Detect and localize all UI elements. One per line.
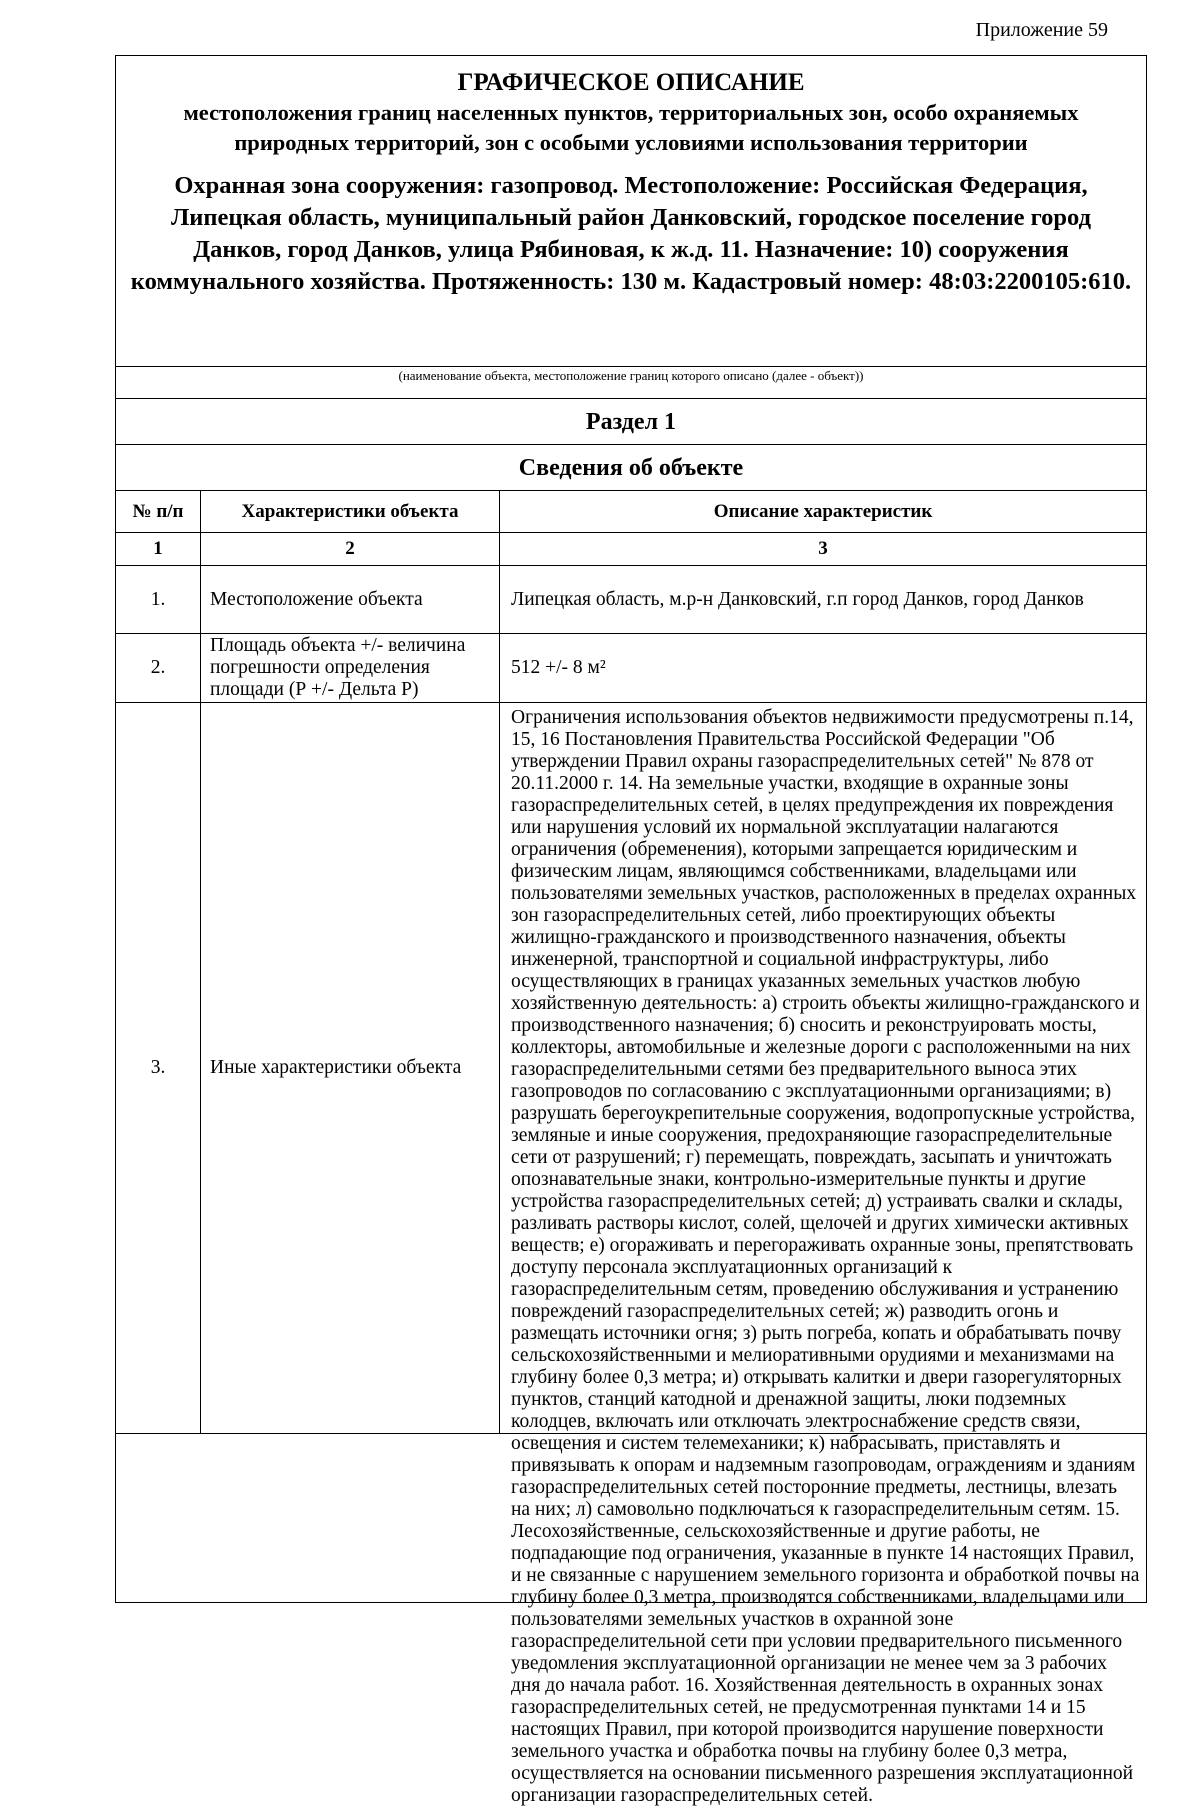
row-characteristic: Площадь объекта +/- величина погрешности определения площади (Р +/- Дельта Р) <box>201 634 500 702</box>
appendix-label: Приложение 59 <box>975 19 1108 41</box>
header-num: № п/п <box>116 491 201 532</box>
document-subtitle: местоположения границ населенных пунктов, территориальных зон, особо охраняемых природных территорий, зон с особыми условиями использования территории <box>183 100 1079 155</box>
document-title: ГРАФИЧЕСКОЕ ОПИСАНИЕ <box>457 69 805 96</box>
row-number: 1. <box>116 566 201 633</box>
table-column-numbers-row <box>116 533 1146 566</box>
row-number: 2. <box>116 634 201 702</box>
document-frame <box>115 55 1147 1806</box>
header-characteristic: Характеристики объекта <box>201 491 500 532</box>
table-row <box>116 703 1146 1806</box>
header-description: Описание характеристик <box>713 500 933 522</box>
object-description: Охранная зона сооружения: газопровод. Местоположение: Российская Федерация, Липецкая область, муниципальный район Данковский, городское поселение город Данков, город Данков, улица Рябиновая, к ж.д. 11. Назначение: 10) сооружения коммунального хозяйства. Протяженность: 130 м. Кадастровый номер: 48:03:2200105:610. <box>130 172 1132 295</box>
section-title: Раздел 1 <box>116 399 1146 445</box>
table-row <box>116 566 1146 634</box>
document-header <box>116 56 1146 367</box>
row-description-restrictions: Ограничения использования объектов недвижимости предусмотрены п.14, 15, 16 Постановления Правительства Российской Федерации "Об утверждении Правил охраны газораспределительных сетей" № 878 от 20.11.2000 г. 14. На земельные участки, входящие в охранные зоны газораспределительных сетей, в целях предупреждения их повреждения или нарушения условий их нормальной эксплуатации налагаются ограничения (обременения), которыми запрещается юридическим и физическим лицам, являющимся собственниками, владельцами или пользователями земельных участков, расположенных в пределах охранных зон газораспределительных сетей, либо проектирующих объекты жилищно-гражданского и производственного назначения, объекты инженерной, транспортной и социальной инфраструктуры, либо осуществляющих в границах указанных земельных участков любую хозяйственную деятельность: а) строить объекты жилищно-гражданского и производственного назначения; б) сносить и реконструировать мосты, коллекторы, автомобильные и железные дороги с расположенными на них газораспределительными сетями без предварительного выноса этих газопроводов по согласованию с эксплуатационными организациями; в) разрушать берегоукрепительные сооружения, водопропускные устройства, земляные и иные сооружения, предохраняющие газораспределительные сети от разрушений; г) перемещать, повреждать, засыпать и уничтожать опознавательные знаки, контрольно-измерительные пункты и другие устройства газораспределительных сетей; д) устраивать свалки и склады, разливать растворы кислот, солей, щелочей и других химически активных веществ; е) огораживать и перегораживать охранные зоны, препятствовать доступу персонала эксплуатационных организаций к газораспределительным сетям, проведению обслуживания и устранению повреждений газораспределительных сетей; ж) разводить огонь и размещать источники огня; з) рыть погреба, копать и обрабатывать почву сельскохозяйственными и мелиоративными орудиями и механизмами на глубину более 0,3 метра; и) открывать калитки и двери газорегуляторных пунктов, станций катодной и дренажной защиты, люки подземных колодцев, включать или отключать электроснабжение средств связи, освещения и систем телемеханики; к) набрасывать, приставлять и привязывать к опорам и надземным газопроводам, ограждениям и зданиям газораспределительных сетей посторонние предметы, лестницы, влезать на них; л) самовольно подключаться к газораспределительным сетям. 15. Лесохозяйственные, сельскохозяйственные и другие работы, не подпадающие под ограничения, указанные в пункте 14 настоящих Правил, и не связанные с нарушением земельного горизонта и обработкой почвы на глубину более 0,3 метра, производятся собственниками, владельцами или пользователями земельных участков в охранной зоне газораспределительной сети при условии предварительного письменного уведомления эксплуатационной организации не менее чем за 3 рабочих дня до начала работ. 16. Хозяйственная деятельность в охранных зонах газораспределительных сетей, не предусмотренная пунктами 14 и 15 настоящих Правил, при которой производится нарушение поверхности земельного участка и обработка почвы на глубину более 0,3 метра, осуществляется на основании письменного разрешения эксплуатационной организации газораспределительных сетей. <box>511 707 1140 1806</box>
row-number: 3. <box>116 703 201 1433</box>
table-header-row <box>116 491 1146 533</box>
column-number-3: 3 <box>818 538 828 559</box>
row-description: 512 +/- 8 м² <box>511 657 606 678</box>
column-number-1: 1 <box>116 533 201 565</box>
table-row <box>116 634 1146 703</box>
row-characteristic: Местоположение объекта <box>201 566 500 633</box>
row-characteristic: Иные характеристики объекта <box>201 703 500 1433</box>
section-subtitle: Сведения об объекте <box>116 445 1146 491</box>
row-description: Липецкая область, м.р-н Данковский, г.п город Данков, город Данков <box>511 588 1084 610</box>
object-caption: (наименование объекта, местоположение границ которого описано (далее - объект)) <box>116 367 1146 399</box>
column-number-2: 2 <box>201 533 500 565</box>
